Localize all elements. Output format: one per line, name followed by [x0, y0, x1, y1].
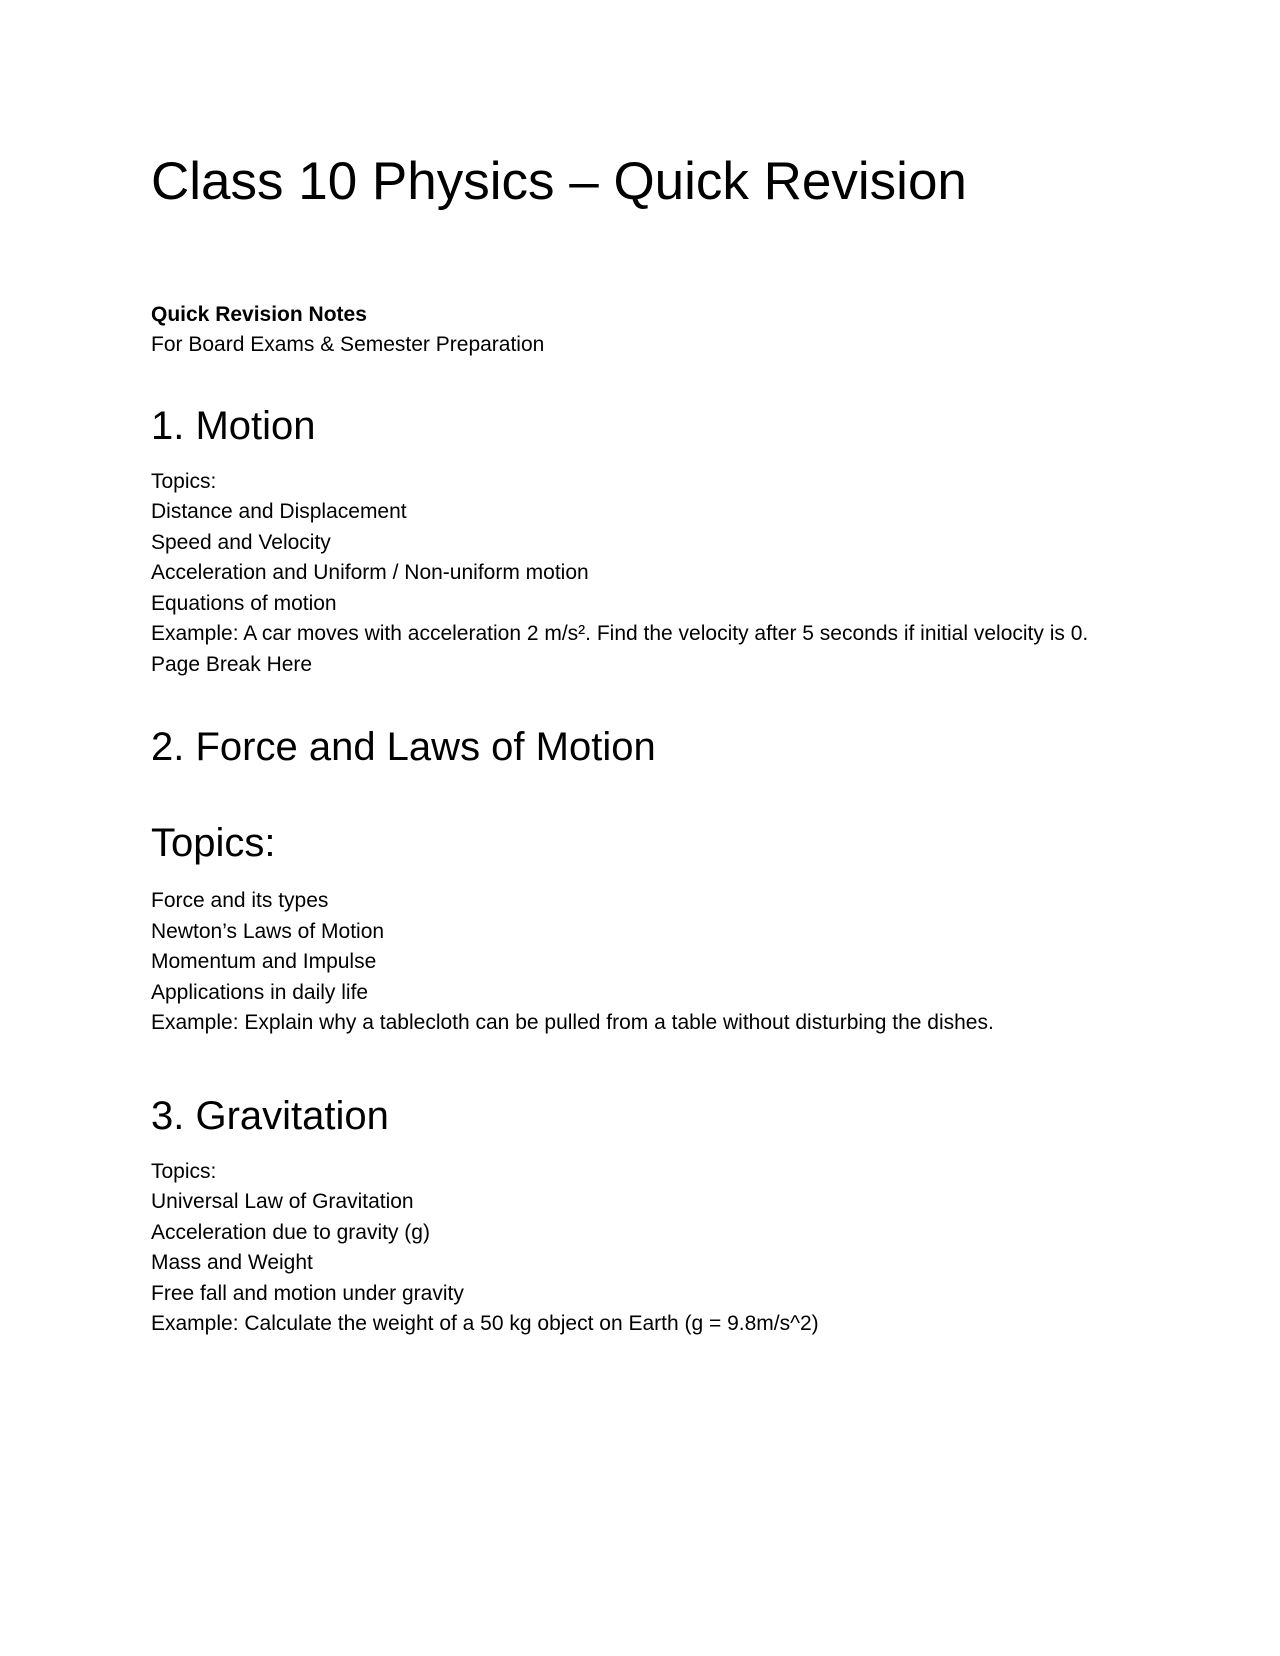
section-force	[151, 722, 1111, 1039]
section-motion	[151, 401, 1111, 681]
topics-heading: Topics:	[151, 821, 276, 865]
topic-line: Acceleration and Uniform / Non-uniform motion	[151, 561, 589, 584]
section-heading: 1. Motion	[151, 403, 316, 448]
topic-line: Applications in daily life	[151, 980, 369, 1004]
document-body	[151, 150, 1111, 1340]
section-gravitation	[151, 1091, 1111, 1340]
topic-line: Free fall and motion under gravity	[151, 1281, 464, 1305]
example-line: Example: Calculate the weight of a 50 kg object on Earth (g = 9.8m/s^2)	[151, 1312, 819, 1335]
page-break-note: Page Break Here	[151, 652, 313, 676]
section-heading: 2. Force and Laws of Motion	[151, 725, 656, 769]
topic-line: Mass and Weight	[151, 1251, 313, 1274]
topic-line: Universal Law of Gravitation	[151, 1190, 414, 1213]
tagline: For Board Exams & Semester Preparation	[151, 333, 545, 356]
document-title: Class 10 Physics – Quick Revision	[151, 152, 967, 211]
topics-label: Topics:	[151, 1159, 217, 1183]
topic-line: Force and its types	[151, 889, 329, 912]
topic-line: Speed and Velocity	[151, 530, 331, 554]
topic-line: Momentum and Impulse	[151, 950, 377, 973]
section-heading: 3. Gravitation	[151, 1093, 389, 1138]
topic-line: Distance and Displacement	[151, 500, 407, 523]
example-line: Example: Explain why a tablecloth can be pulled from a table without disturbing the dishes.	[151, 1011, 994, 1034]
topic-line: Acceleration due to gravity (g)	[151, 1220, 430, 1244]
topic-line: Newton’s Laws of Motion	[151, 919, 385, 943]
subtitle-block	[151, 300, 1111, 361]
example-line: Example: A car moves with acceleration 2 m/s². Find the velocity after 5 seconds if initial velocity is 0.	[151, 622, 1089, 645]
topic-line: Equations of motion	[151, 591, 337, 615]
topics-label: Topics:	[151, 469, 217, 493]
subtitle: Quick Revision Notes	[151, 303, 367, 326]
